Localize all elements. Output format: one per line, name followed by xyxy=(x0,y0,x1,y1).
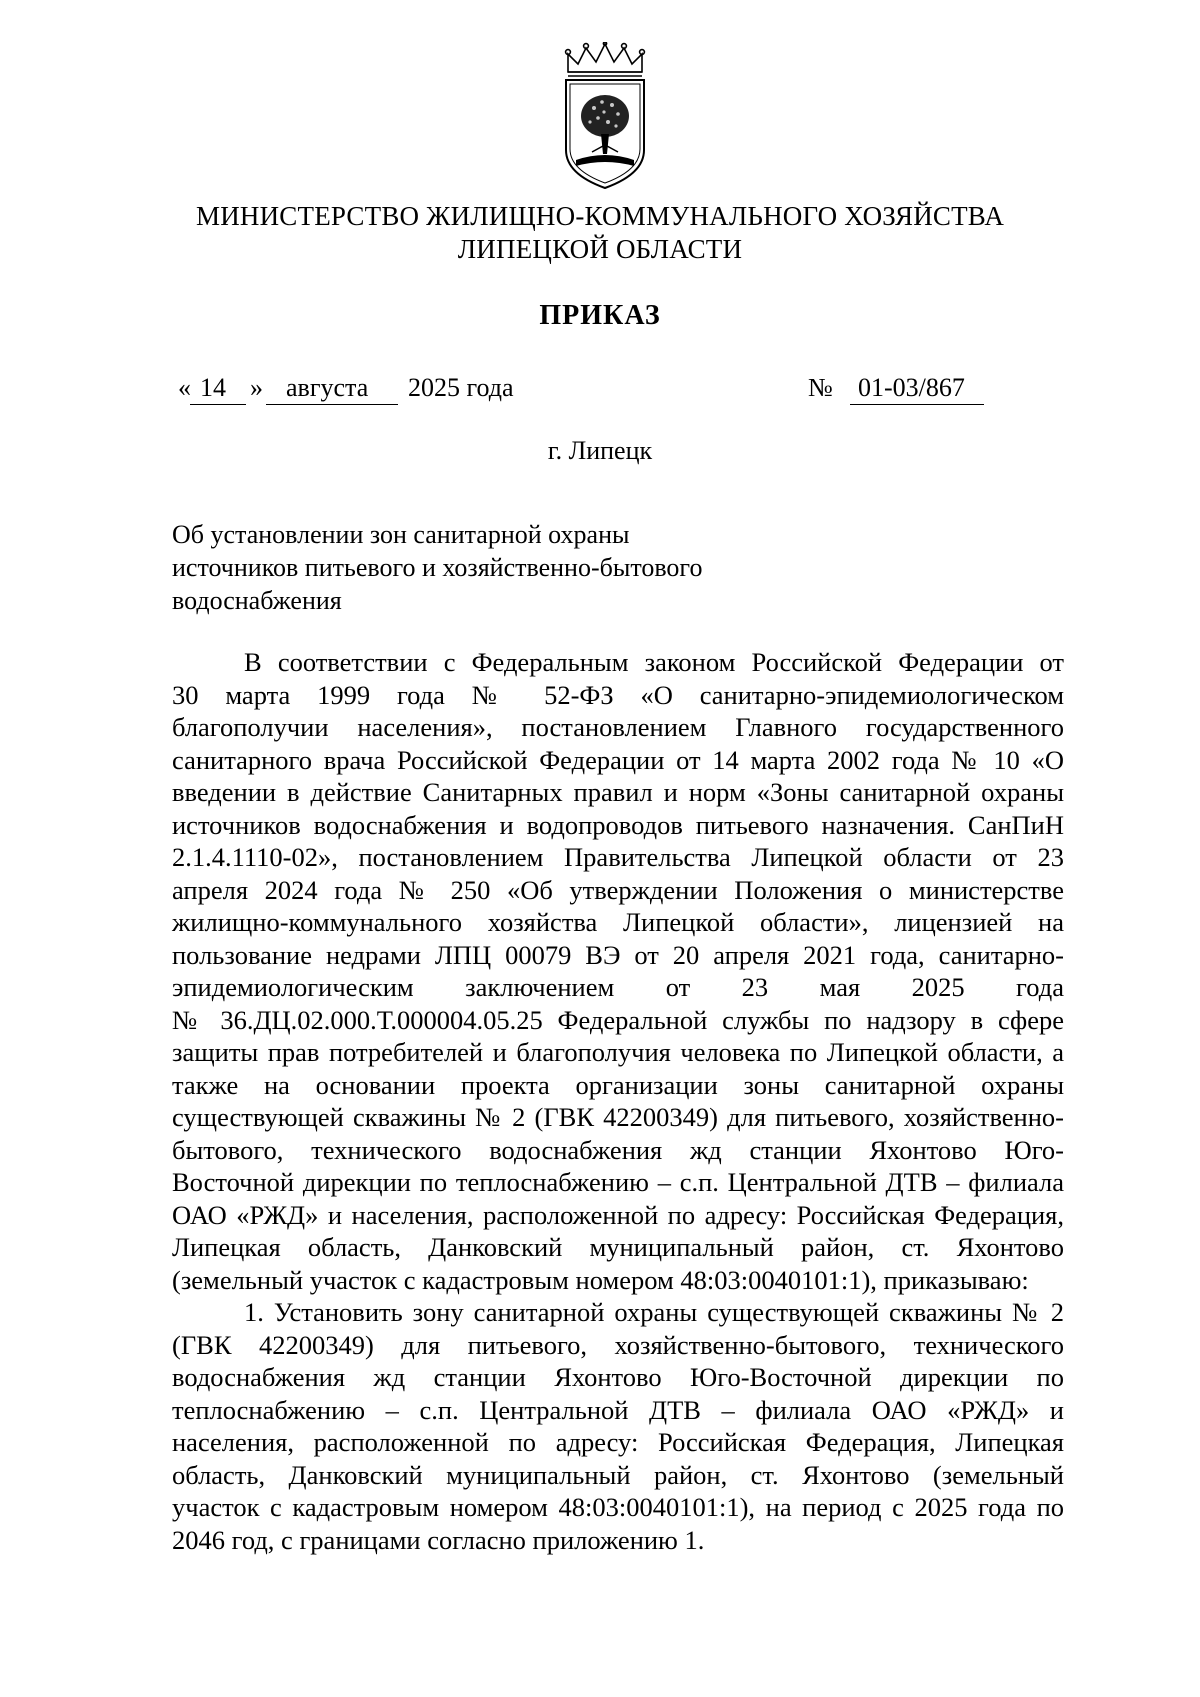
text-line: бытового, технического водоснабжения жд станции Яхонтово Юго- xyxy=(172,1134,1064,1165)
text-line: водоснабжения жд станции Яхонтово Юго-Восточной дирекции по xyxy=(172,1362,1064,1392)
text-line: 2046 год, с границами согласно приложению 1. xyxy=(172,1524,705,1555)
text-line: существующей скважины № 2 (ГВК 42200349) для питьевого, хозяйственно- xyxy=(172,1102,1064,1132)
date-year: 2025 года xyxy=(408,373,514,402)
text-line: санитарного врача Российской Федерации от 14 марта 2002 года № 10 «О xyxy=(172,744,1064,775)
text-line: источников водоснабжения и водопроводов питьевого назначения. СанПиН xyxy=(172,809,1064,840)
order-subject xyxy=(172,518,792,617)
text-line: 1. Установить зону санитарной охраны существующей скважины № 2 xyxy=(244,1297,1064,1327)
text-line: благополучии населения», постановлением Главного государственного xyxy=(172,712,1064,742)
text-line: защиты прав потребителей и благополучия человека по Липецкой области, а xyxy=(172,1037,1064,1067)
subject-line: водоснабжения xyxy=(172,586,342,615)
text-line: (ГВК 42200349) для питьевого, хозяйственно-бытового, технического xyxy=(172,1329,1064,1360)
subject-line: источников питьевого и хозяйственно-бытового xyxy=(172,553,703,582)
text-line: Восточной дирекции по теплоснабжению – с.п. Центральной ДТВ – филиала xyxy=(172,1167,1064,1197)
document-type-title: ПРИКАЗ xyxy=(539,300,661,331)
date-open-quote: « xyxy=(178,373,191,402)
date-day: 14 xyxy=(200,373,226,402)
date-number-row xyxy=(178,370,1068,406)
order-number: 01-03/867 xyxy=(858,373,965,402)
text-line: также на основании проекта организации зоны санитарной охраны xyxy=(172,1069,1064,1100)
text-line: участок с кадастровым номером 48:03:0040101:1), на период с 2025 года по xyxy=(172,1492,1064,1522)
text-line: 30 марта 1999 года № 52-ФЗ «О санитарно-эпидемиологическом xyxy=(172,679,1064,710)
text-line: введении в действие Санитарных правил и норм «Зоны санитарной охраны xyxy=(172,777,1064,807)
preamble-paragraph xyxy=(172,646,1064,1296)
text-line: эпидемиологическим заключением от 23 мая 2025 года xyxy=(172,972,1064,1002)
city-name: г. Липецк xyxy=(547,436,653,465)
text-line: Липецкая область, Данковский муниципальный район, ст. Яхонтово xyxy=(172,1232,1064,1262)
text-line: населения, расположенной по адресу: Российская Федерация, Липецкая xyxy=(172,1427,1064,1457)
text-line: область, Данковский муниципальный район, ст. Яхонтово (земельный xyxy=(172,1459,1064,1490)
text-line: ОАО «РЖД» и населения, расположенной по адресу: Российская Федерация, xyxy=(172,1199,1064,1230)
date-month: августа xyxy=(286,373,369,402)
ministry-name-line-2: ЛИПЕЦКОЙ ОБЛАСТИ xyxy=(457,234,743,264)
text-line: № 36.ДЦ.02.000.Т.000004.05.25 Федеральной службы по надзору в сфере xyxy=(172,1004,1064,1035)
text-line: жилищно-коммунального хозяйства Липецкой области», лицензией на xyxy=(172,907,1064,937)
coat-of-arms-emblem xyxy=(560,42,650,190)
text-line: (земельный участок с кадастровым номером 48:03:0040101:1), приказываю: xyxy=(172,1264,1029,1295)
text-line: пользование недрами ЛПЦ 00079 ВЭ от 20 апреля 2021 года, санитарно- xyxy=(172,939,1064,970)
number-sign: № xyxy=(808,373,833,402)
order-body xyxy=(172,646,1064,1556)
text-line: В соответствии с Федеральным законом Российской Федерации от xyxy=(244,647,1064,677)
text-line: апреля 2024 года № 250 «Об утверждении Положения о министерстве xyxy=(172,874,1064,905)
subject-line: Об установлении зон санитарной охраны xyxy=(172,520,630,549)
item-1-paragraph xyxy=(172,1296,1064,1556)
date-close-quote: » xyxy=(250,373,263,402)
text-line: теплоснабжению – с.п. Центральной ДТВ – филиала ОАО «РЖД» и xyxy=(172,1394,1064,1425)
ministry-name-line-1: МИНИСТЕРСТВО ЖИЛИЩНО-КОММУНАЛЬНОГО ХОЗЯЙСТВА xyxy=(195,201,1005,231)
text-line: 2.1.4.1110-02», постановлением Правительства Липецкой области от 23 xyxy=(172,842,1064,872)
